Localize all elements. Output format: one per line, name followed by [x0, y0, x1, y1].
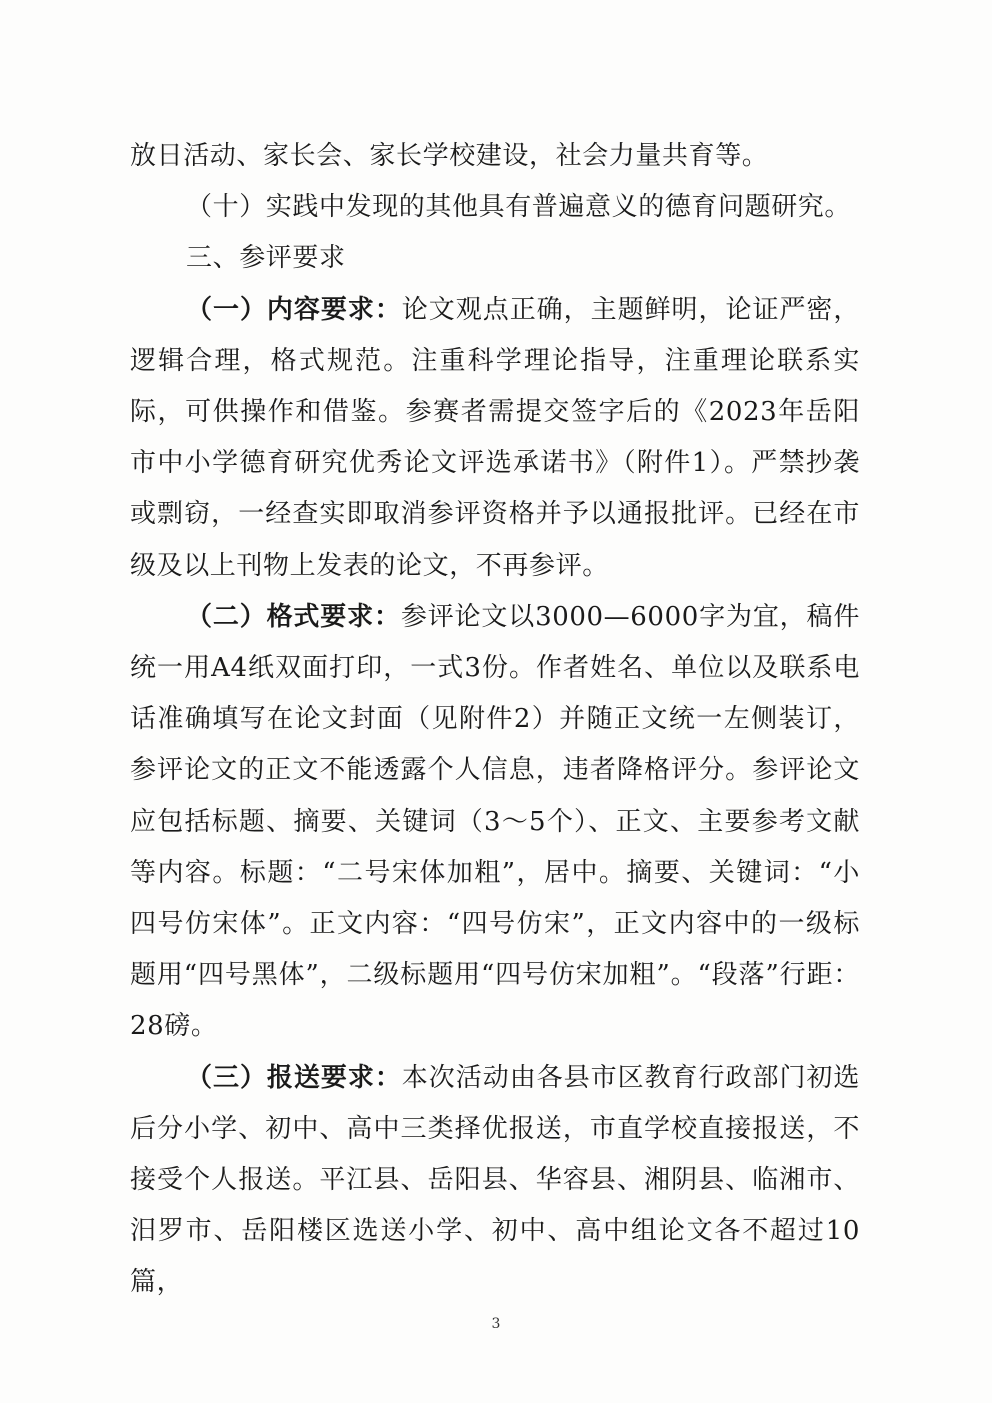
- paragraph-content-requirements: [130, 285, 860, 592]
- paragraph-format-requirements: [130, 592, 860, 1053]
- paragraph-item-ten: [130, 182, 860, 233]
- paragraph-text: 参评论文以3000—6000字为宜，稿件统一用A4纸双面打印，一式3份。作者姓名、单位以及联系电话准确填写在论文封面（见附件2）并随正文统一左侧装订，参评论文的正文不能透露个人信息，违者降格评分。参评论文应包括标题、摘要、关键词（3～5个）、正文、主要参考文献等内容。标题：“二号宋体加粗”，居中。摘要、关键词：“小四号仿宋体”。正文内容：“四号仿宋”，正文内容中的一级标题用“四号黑体”，二级标题用“四号仿宋加粗”。“段落”行距：28磅。: [130, 601, 860, 1042]
- document-body: [130, 131, 860, 1309]
- section-heading-text: 三、参评要求: [186, 243, 346, 274]
- section-heading: [130, 233, 860, 284]
- paragraph-label: （三）报送要求：: [186, 1062, 402, 1093]
- paragraph-text: 放日活动、家长会、家长学校建设，社会力量共育等。: [130, 141, 769, 171]
- paragraph-text: （十）实践中发现的其他具有普遍意义的德育问题研究。: [186, 192, 852, 223]
- paragraph-label: （二）格式要求：: [186, 601, 401, 632]
- paragraph-label: （一）内容要求：: [186, 294, 402, 325]
- paragraph-continuation: [130, 131, 860, 182]
- paragraph-submission-requirements: [130, 1053, 860, 1309]
- paragraph-text: 论文观点正确，主题鲜明，论证严密，逻辑合理，格式规范。注重科学理论指导，注重理论联系实际，可供操作和借鉴。参赛者需提交签字后的《2023年岳阳市中小学德育研究优秀论文评选承诺书》（附件1）。严禁抄袭或剽窃，一经查实即取消参评资格并予以通报批评。已经在市级及以上刊物上发表的论文，不再参评。: [130, 294, 860, 581]
- page-number: 3: [491, 1316, 501, 1332]
- paragraph-text: 本次活动由各县市区教育行政部门初选后分小学、初中、高中三类择优报送，市直学校直接报送，不接受个人报送。平江县、岳阳县、华容县、湘阴县、临湘市、汨罗市、岳阳楼区选送小学、初中、高中组论文各不超过10篇，: [130, 1062, 860, 1298]
